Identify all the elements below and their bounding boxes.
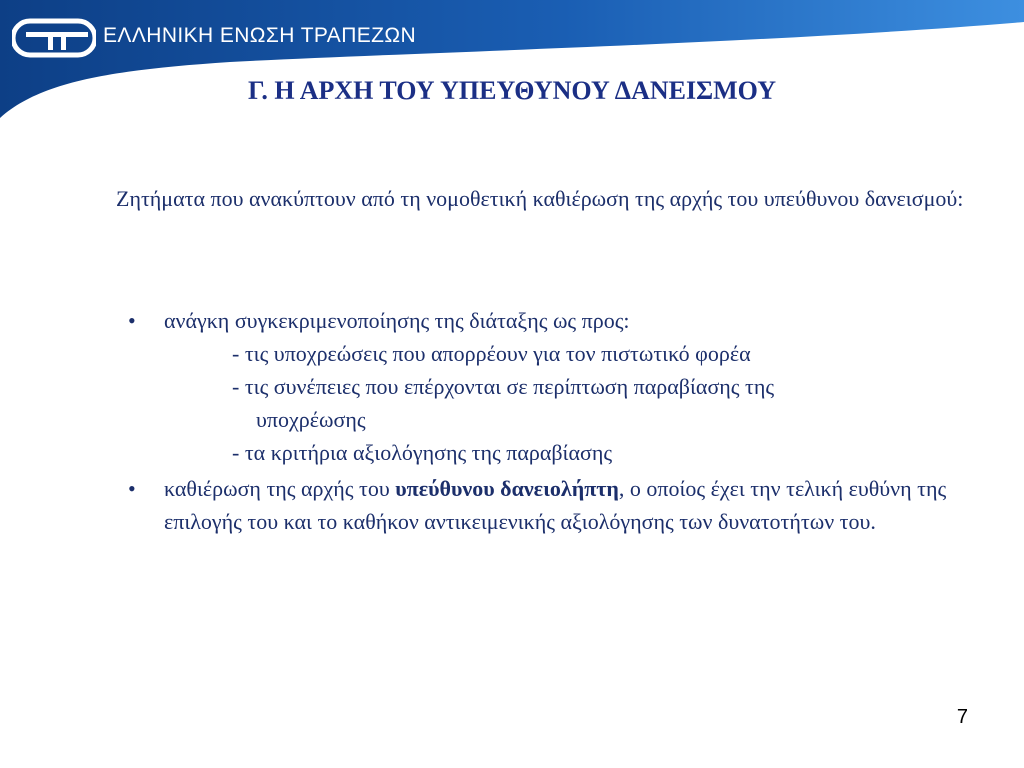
organization-name: ΕΛΛΗΝΙΚΗ ΕΝΩΣΗ ΤΡΑΠΕΖΩΝ xyxy=(103,24,417,47)
bullet-marker: • xyxy=(128,308,136,333)
slide-title: Γ. Η ΑΡΧΗ ΤΟΥ ΥΠΕΥΘΥΝΟΥ ΔΑΝΕΙΣΜΟΥ xyxy=(248,76,776,105)
bullet-text-rest: , ο οποίος έχει την τελική ευθύνη της επιλογής του και το καθήκον αντικειμενικής αξιολόγησης των δυνατοτήτων του. xyxy=(164,476,947,534)
slide-content xyxy=(116,304,976,538)
bullet-item xyxy=(116,304,976,337)
sub-item-text: - τα κριτήρια αξιολόγησης της παραβίασης xyxy=(232,440,613,465)
sub-item-text: - τις υποχρεώσεις που απορρέουν για τον πιστωτικό φορέα xyxy=(232,341,751,366)
bullet-item xyxy=(116,472,976,538)
sub-item xyxy=(116,436,976,469)
bullet-text: ανάγκη συγκεκριμενοποίησης της διάταξης ως προς: xyxy=(164,308,630,333)
page-number: 7 xyxy=(956,706,968,728)
bullet-marker: • xyxy=(128,476,136,501)
sub-item xyxy=(116,337,976,370)
sub-item-text: - τις συνέπειες που επέρχονται σε περίπτωση παραβίασης της xyxy=(232,374,775,399)
bank-association-logo xyxy=(12,18,96,58)
sub-item-continuation: υποχρέωσης xyxy=(256,407,366,432)
bullet-text: καθιέρωση της αρχής του xyxy=(164,476,396,501)
bullet-bold-text: υπεύθυνου δανειολήπτη xyxy=(395,476,619,501)
sub-item xyxy=(116,370,976,436)
intro-text: Ζητήματα που ανακύπτουν από τη νομοθετική καθιέρωση της αρχής του υπεύθυνου δανεισμού: xyxy=(116,186,964,211)
